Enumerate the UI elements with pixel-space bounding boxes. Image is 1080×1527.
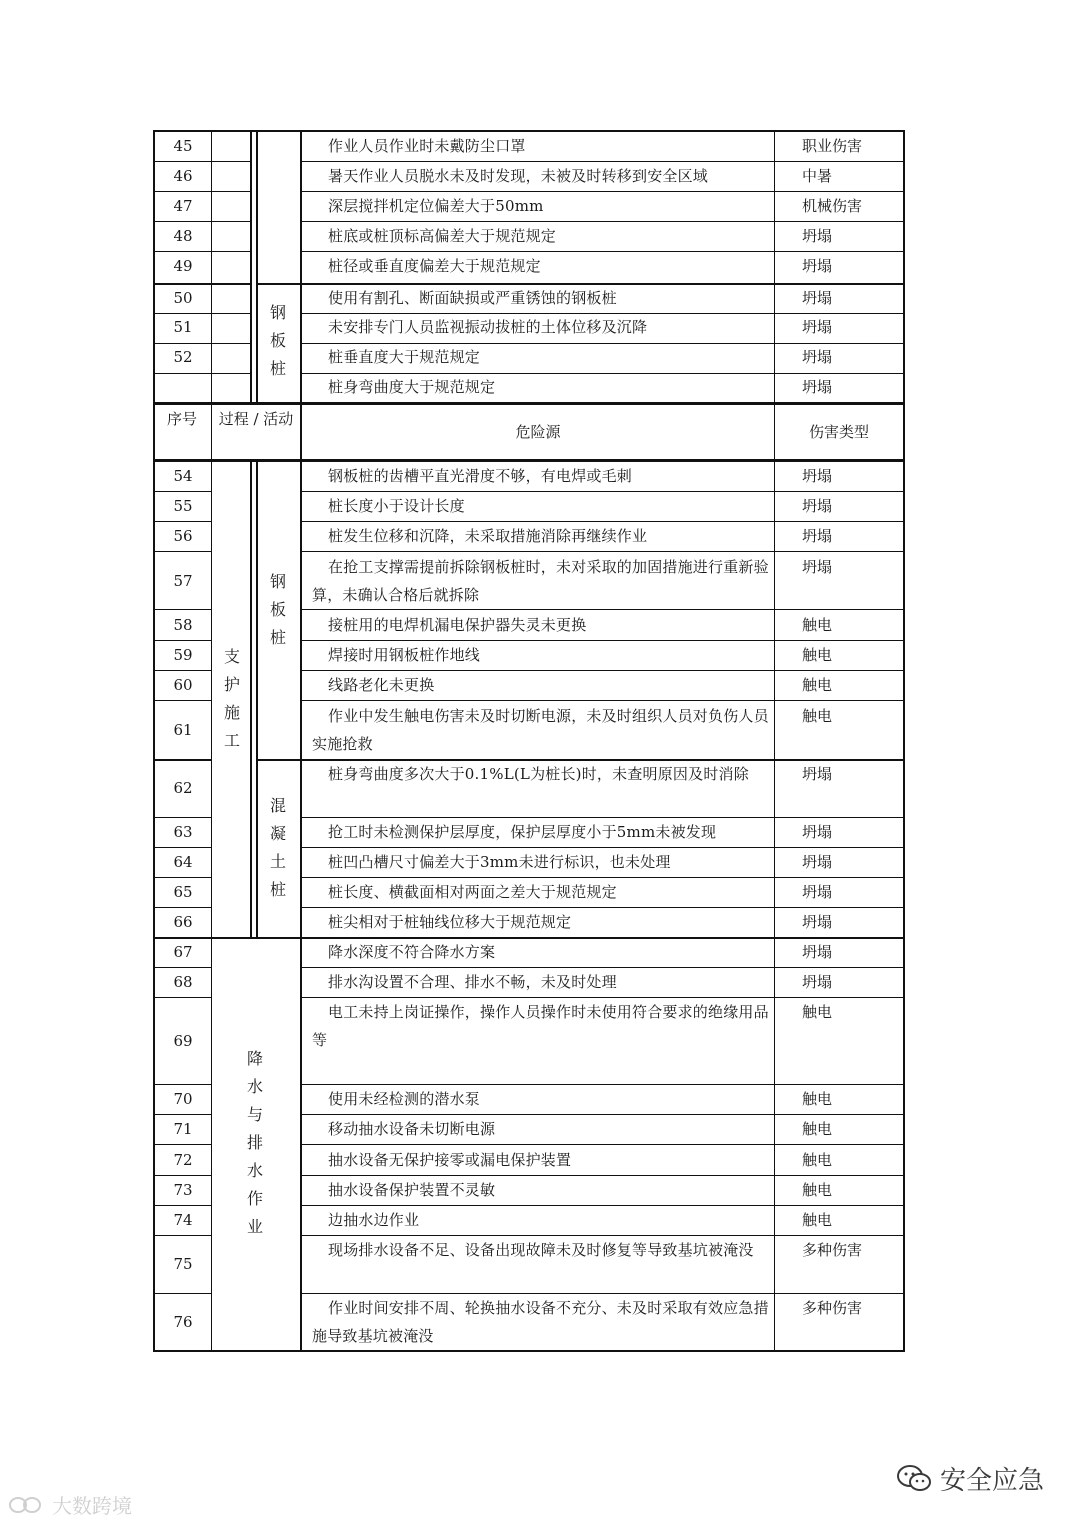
row-number: 51 (173, 318, 193, 336)
row-number: 48 (173, 227, 193, 245)
injury-type: 触电 (802, 616, 833, 634)
row-number: 52 (173, 348, 193, 366)
hazard-text: 作业时间安排不周、轮换抽水设备不充分、未及时采取有效应急措施导致基坑被淹没 (312, 1299, 769, 1345)
hazard-text: 焊接时用钢板桩作地线 (328, 646, 481, 664)
injury-type: 坍塌 (802, 378, 833, 396)
row-number: 56 (173, 527, 193, 545)
injury-type: 职业伤害 (802, 137, 863, 155)
hazard-text: 作业中发生触电伤害未及时切断电源，未及时组织人员对负伤人员实施抢救 (312, 707, 769, 753)
injury-type: 坍塌 (802, 527, 833, 545)
hazard-text: 使用有割孔、断面缺损或严重锈蚀的钢板桩 (328, 289, 617, 307)
row-number: 73 (173, 1181, 193, 1199)
row-number: 45 (173, 137, 193, 155)
watermark-text: 大数跨境 (52, 1494, 132, 1518)
row-line (300, 609, 905, 610)
injury-type: 坍塌 (802, 883, 833, 901)
brand-name: 安全应急 (939, 1466, 1044, 1496)
row-number: 74 (173, 1211, 193, 1229)
injury-type: 坍塌 (802, 348, 833, 366)
table-border-bottom (153, 1350, 905, 1352)
row-line (300, 700, 905, 701)
hazard-text: 抢工时未检测保护层厚度，保护层厚度小于5mm未被发现 (328, 823, 717, 841)
injury-type: 坍塌 (802, 558, 833, 576)
hazard-text: 桩径或垂直度偏差大于规范规定 (328, 257, 541, 275)
watermark (8, 1490, 132, 1519)
row-line (153, 373, 251, 374)
hazard-text: 桩长度、横截面相对两面之差大于规范规定 (328, 883, 617, 901)
col-line-process-b (250, 460, 252, 938)
injury-type: 触电 (802, 1151, 833, 1169)
hazard-text: 抽水设备无保护接零或漏电保护装置 (328, 1151, 572, 1169)
hazard-text: 移动抽水设备未切断电源 (328, 1120, 496, 1138)
row-line (153, 759, 211, 761)
injury-type: 触电 (802, 1181, 833, 1199)
injury-type: 坍塌 (802, 497, 833, 515)
hazard-text: 钢板桩的齿槽平直光滑度不够，有电焊或毛刺 (328, 467, 633, 485)
injury-type: 触电 (802, 1211, 833, 1229)
hazard-text: 桩发生位移和沉降，未采取措施消除再继续作业 (328, 527, 648, 545)
row-number: 60 (173, 676, 193, 694)
group-label-support-construction: 支护施工 (223, 647, 240, 750)
header-hazard: 危险源 (515, 423, 561, 441)
row-number: 71 (173, 1120, 193, 1138)
hazard-text: 使用未经检测的潜水泵 (328, 1090, 481, 1108)
row-number: 72 (173, 1151, 193, 1169)
brand (896, 1460, 1044, 1497)
injury-type: 坍塌 (802, 853, 833, 871)
group-label-steel-sheet-pile: 钢板桩 (269, 303, 286, 378)
row-line (153, 1235, 211, 1236)
injury-type: 坍塌 (802, 943, 833, 961)
hazard-text: 暑天作业人员脱水未及时发现，未被及时转移到安全区域 (328, 167, 709, 185)
row-number: 47 (173, 197, 193, 215)
row-number: 46 (173, 167, 193, 185)
header-seq: 序号 (166, 410, 197, 428)
row-line (153, 1144, 211, 1145)
col-line-sub-b (256, 460, 258, 938)
injury-type: 坍塌 (802, 823, 833, 841)
hazard-text: 深层搅拌机定位偏差大于50mm (328, 197, 544, 215)
row-number: 62 (173, 779, 193, 797)
injury-type: 触电 (802, 676, 833, 694)
injury-type: 坍塌 (802, 973, 833, 991)
row-number: 50 (173, 289, 193, 307)
wechat-icon (896, 1463, 932, 1495)
row-number: 75 (173, 1255, 193, 1273)
row-number: 54 (173, 467, 193, 485)
injury-type: 坍塌 (802, 289, 833, 307)
row-number: 61 (173, 721, 193, 739)
header-type: 伤害类型 (808, 423, 869, 441)
injury-type: 触电 (802, 707, 833, 725)
hazard-text: 桩身弯曲度大于规范规定 (328, 378, 496, 396)
group-label-dewatering-drainage: 降水与排水作业 (246, 1049, 263, 1236)
hazard-text: 未安排专门人员监视振动拔桩的土体位移及沉降 (328, 318, 648, 336)
hazard-text: 作业人员作业时未戴防尘口罩 (328, 137, 526, 155)
row-number: 55 (173, 497, 193, 515)
injury-type: 坍塌 (802, 318, 833, 336)
injury-type: 坍塌 (802, 467, 833, 485)
row-line (153, 551, 211, 552)
row-number: 49 (173, 257, 193, 275)
hazard-text: 现场排水设备不足、设备出现故障未及时修复等导致基坑被淹没 (328, 1241, 754, 1259)
group-label-concrete-pile: 混凝土桩 (269, 796, 286, 899)
row-number: 59 (173, 646, 193, 664)
row-line (153, 997, 211, 998)
row-line (300, 1144, 905, 1145)
row-number: 68 (173, 973, 193, 991)
row-line (300, 551, 905, 552)
injury-type: 坍塌 (802, 227, 833, 245)
watermark-logo-icon (8, 1495, 48, 1515)
hazard-text: 桩垂直度大于规范规定 (328, 348, 481, 366)
hazard-text: 桩尖相对于桩轴线位移大于规范规定 (328, 913, 572, 931)
row-number: 69 (173, 1032, 193, 1050)
injury-type: 触电 (802, 646, 833, 664)
injury-type: 触电 (802, 1003, 833, 1021)
header-process: 过程 / 活动 (218, 410, 294, 428)
col-line-process-a (250, 130, 252, 404)
row-line (153, 1293, 211, 1294)
row-number: 76 (173, 1313, 193, 1331)
hazard-text: 桩凹凸槽尺寸偏差大于3mm未进行标识，也未处理 (328, 853, 671, 871)
hazard-text: 线路老化未更换 (328, 676, 435, 694)
row-line (153, 609, 211, 610)
hazard-text: 排水沟设置不合理、排水不畅，未及时处理 (328, 973, 617, 991)
row-number: 66 (173, 913, 193, 931)
row-number: 67 (173, 943, 193, 961)
row-number: 58 (173, 616, 193, 634)
row-number: 70 (173, 1090, 193, 1108)
injury-type: 多种伤害 (802, 1241, 863, 1259)
col-line-sub-a (256, 130, 258, 404)
row-line (153, 700, 211, 701)
injury-type: 触电 (802, 1090, 833, 1108)
injury-type: 触电 (802, 1120, 833, 1138)
hazard-text: 桩长度小于设计长度 (328, 497, 465, 515)
hazard-text: 桩底或桩顶标高偏差大于规范规定 (328, 227, 557, 245)
hazard-text: 在抢工支撑需提前拆除钢板桩时，未对采取的加固措施进行重新验算，未确认合格后就拆除 (312, 558, 769, 604)
row-number: 64 (173, 853, 193, 871)
hazard-text: 电工未持上岗证操作，操作人员操作时未使用符合要求的绝缘用品等 (312, 1003, 769, 1049)
injury-type: 中暑 (802, 167, 833, 185)
hazard-text: 降水深度不符合降水方案 (328, 943, 496, 961)
row-number: 57 (173, 572, 193, 590)
row-number: 63 (173, 823, 193, 841)
hazard-text: 抽水设备保护装置不灵敏 (328, 1181, 496, 1199)
injury-type: 坍塌 (802, 257, 833, 275)
row-number: 65 (173, 883, 193, 901)
hazard-text: 边抽水边作业 (328, 1211, 420, 1229)
injury-type: 坍塌 (802, 765, 833, 783)
hazard-text: 接桩用的电焊机漏电保护器失灵未更换 (328, 616, 587, 634)
group-label-steel-sheet-pile: 钢板桩 (269, 572, 286, 647)
injury-type: 机械伤害 (802, 197, 863, 215)
injury-type: 坍塌 (802, 913, 833, 931)
injury-type: 多种伤害 (802, 1299, 863, 1317)
hazard-text: 桩身弯曲度多次大于0.1%L(L为桩长)时，未查明原因及时消除 (328, 765, 749, 783)
